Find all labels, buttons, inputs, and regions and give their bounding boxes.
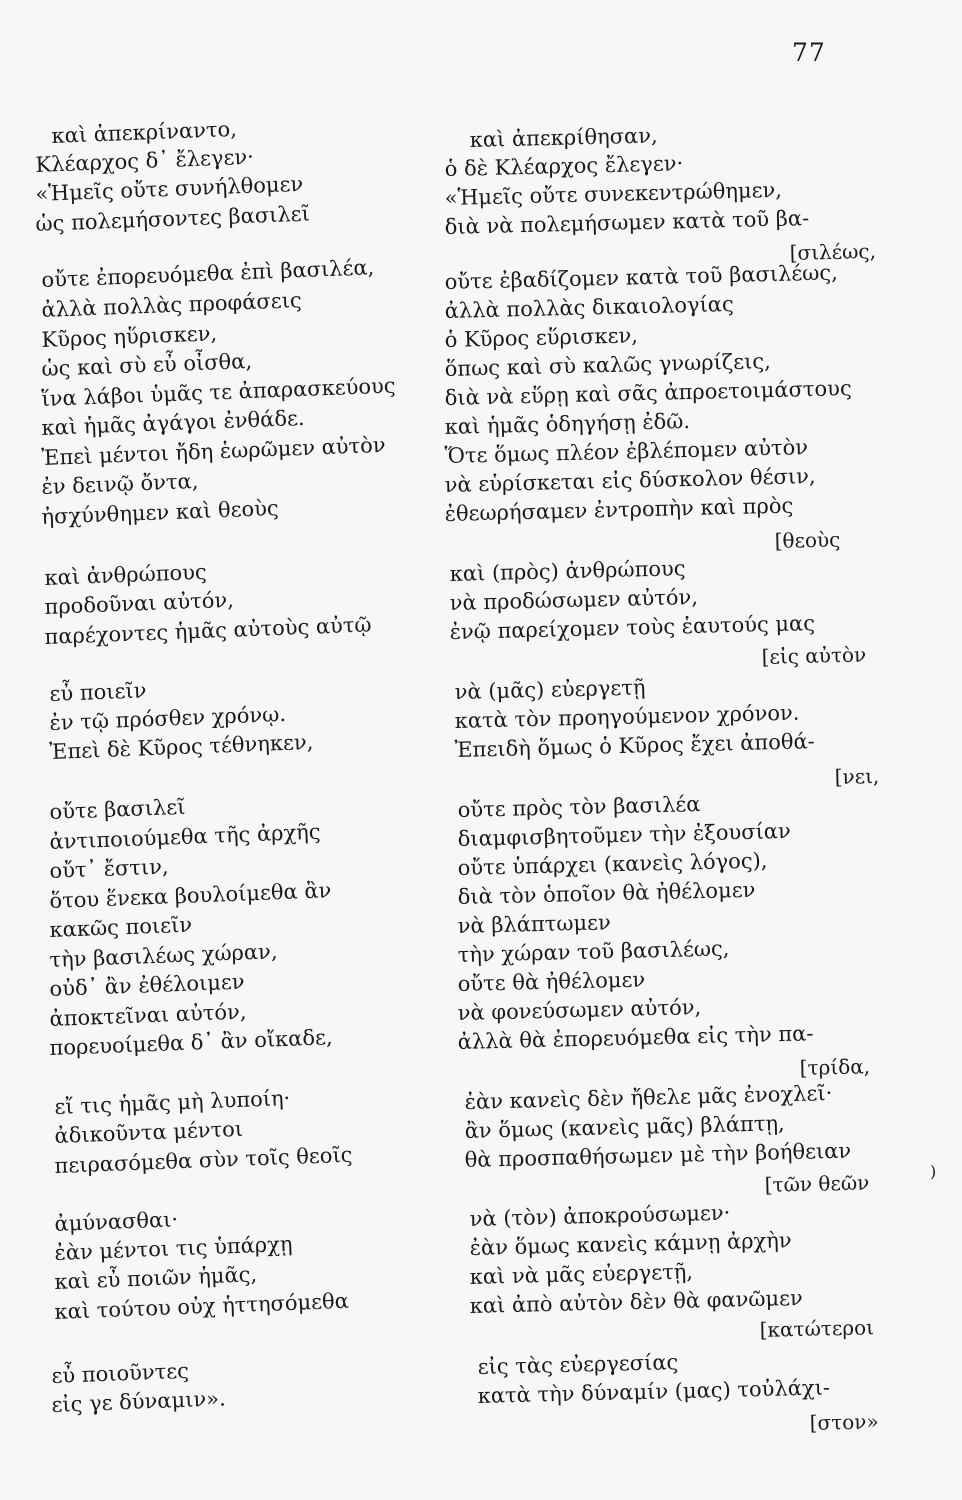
left-line: πορευοίμεθα δ᾽ ἂν οἴκαδε,	[49, 1025, 333, 1060]
left-line: ἠσχύνθημεν καὶ θεοὺς	[41, 495, 280, 529]
right-line-continuation: [τρίδα,	[799, 1054, 871, 1080]
left-line: προδοῦναι αὐτόν,	[44, 587, 235, 619]
left-line: οὔτε ἐπορευόμεθα ἐπὶ βασιλέα,	[41, 255, 375, 292]
right-line-continuation: [σιλέως,	[789, 238, 877, 265]
page-number: 77	[792, 38, 826, 67]
left-line: ὡς καὶ σὺ εὖ οἶσθα,	[41, 348, 253, 381]
right-line: ἐθεωρήσαμεν ἐντροπὴν καὶ πρὸς	[444, 493, 794, 526]
right-line: καὶ ἀπὸ αὐτὸν δὲν θὰ φανῶμεν	[469, 1285, 803, 1318]
right-line: νὰ (τὸν) ἀποκρούσωμεν·	[469, 1200, 731, 1231]
right-line: καὶ ἡμᾶς ὁδηγήσῃ ἐδῶ.	[444, 409, 691, 439]
left-line: «Ἡμεῖς οὔτε συνήλθομεν	[35, 171, 304, 206]
right-line-continuation: [κατώτεροι	[759, 1315, 875, 1342]
right-line: νὰ (μᾶς) εὐεργετῇ	[454, 675, 646, 704]
right-line: Ὅτε ὅμως πλέον ἐβλέπομεν αὐτὸν	[444, 435, 809, 468]
left-line: καὶ ἀνθρώπους	[44, 559, 208, 590]
right-line-continuation: [νει,	[834, 763, 880, 789]
left-line: καὶ ἀπεκρίναντο,	[51, 116, 238, 148]
right-line: Ἐπειδὴ ὅμως ὁ Κῦρος ἔχει ἀποθά-	[454, 729, 816, 762]
left-line: Ἐπεὶ μέντοι ἤδη ἑωρῶμεν αὐτὸν	[41, 432, 387, 470]
right-line: νὰ προδώσωμεν αὐτόν,	[449, 584, 699, 615]
left-line: Κλέαρχος δ᾽ ἔλεγεν·	[35, 144, 255, 177]
left-line: εὖ ποιοῦντες	[51, 1358, 190, 1388]
right-line: νὰ βλάπτωμεν	[457, 910, 612, 938]
right-line: ἀλλὰ θὰ ἐπορευόμεθα εἰς τὴν πα-	[457, 1021, 814, 1054]
right-line: κατὰ τὴν δύναμίν (μας) τοὐλάχι-	[477, 1375, 831, 1408]
left-line: παρέχοντες ἡμᾶς αὐτοὺς αὐτῷ	[44, 612, 372, 649]
right-line: ὁ Κῦρος εὕρισκεν,	[444, 323, 639, 352]
left-line: τὴν βασιλέως χώραν,	[49, 939, 278, 972]
right-line: οὔτε ἐβαδίζομεν κατὰ τοῦ βασιλέως,	[444, 260, 839, 294]
right-line: τὴν χώραν τοῦ βασιλέως,	[457, 936, 730, 967]
right-line: διὰ τὸν ὁποῖον θὰ ἠθέλομεν	[457, 877, 756, 909]
right-line: διὰ νὰ πολεμήσωμεν κατὰ τοῦ βα-	[444, 206, 810, 239]
left-line: ἀμύνασθαι·	[54, 1207, 179, 1236]
left-line: Κῦρος ηὕρισκεν,	[41, 321, 218, 352]
left-line: ἀλλὰ πολλὰς προφάσεις	[41, 288, 303, 322]
right-line: ὁ δὲ Κλέαρχος ἔλεγεν·	[444, 151, 684, 181]
right-line: καὶ νὰ μᾶς εὐεργετῇ,	[469, 1259, 694, 1289]
left-line: οὔτ᾽ ἔστιν,	[49, 854, 170, 883]
left-line: ἀποκτεῖναι αὐτόν,	[49, 999, 247, 1031]
left-line: εἰς γε δύναμιν».	[51, 1386, 227, 1417]
right-line: νὰ φονεύσωμεν αὐτόν,	[457, 995, 702, 1025]
left-line: οὐδ᾽ ἂν ἐθέλοιμεν	[49, 969, 245, 1001]
left-line: κακῶς ποιεῖν	[49, 912, 193, 942]
right-line: καὶ (πρὸς) ἀνθρώπους	[449, 556, 686, 586]
right-line: εἰς τὰς εὐεργεσίας	[477, 1350, 679, 1379]
right-line: ἐὰν κανεὶς δὲν ἤθελε μᾶς ἐνοχλεῖ·	[464, 1081, 833, 1114]
right-line: ὅπως καὶ σὺ καλῶς γνωρίζεις,	[444, 349, 772, 381]
left-line: ἀντιποιούμεθα τῆς ἀρχῆς	[49, 819, 321, 854]
right-line: ἀλλὰ πολλὰς δικαιολογίας	[444, 291, 734, 323]
left-line: καὶ τούτου οὐχ ἡττησόμεθα	[54, 1288, 350, 1324]
margin-mark: )	[930, 1162, 937, 1181]
right-line: διὰ νὰ εὕρῃ καὶ σᾶς ἀπροετοιμάστους	[444, 376, 852, 410]
right-line-continuation: [θεοὺς	[774, 527, 841, 553]
right-line-continuation: [εἰς αὐτὸν	[761, 642, 867, 669]
left-line: ἵνα λάβοι ὑμᾶς τε ἀπαρασκεύους	[41, 373, 396, 411]
left-line: ἐν τῷ πρόσθεν χρόνῳ.	[49, 701, 287, 735]
right-line: θὰ προσπαθήσωμεν μὲ τὴν βοήθειαν	[464, 1138, 852, 1172]
left-line: ἐὰν μέντοι τις ὑπάρχῃ	[54, 1231, 293, 1265]
right-line-continuation: [στον»	[809, 1409, 879, 1435]
left-line: καὶ ἡμᾶς ἀγάγοι ἐνθάδε.	[41, 405, 305, 440]
right-line: κατὰ τὸν προηγούμενον χρόνον.	[454, 700, 800, 733]
right-line: ἐὰν ὅμως κανεὶς κάμνῃ ἀρχὴν	[469, 1228, 792, 1260]
right-line: «Ἡμεῖς οὔτε συνεκεντρώθημεν,	[444, 177, 783, 210]
left-line: ὡς πολεμήσοντες βασιλεῖ	[35, 201, 311, 236]
right-line: οὔτε θὰ ἠθέλομεν	[457, 967, 646, 996]
left-line: οὔτε βασιλεῖ	[49, 794, 186, 824]
right-line: οὔτε πρὸς τὸν βασιλέα	[457, 792, 701, 822]
left-line: Ἐπεὶ δὲ Κῦρος τέθνηκεν,	[49, 729, 314, 764]
left-line: εὖ ποιεῖν	[49, 678, 147, 706]
left-line: ἀδικοῦντα μέντοι	[54, 1116, 244, 1148]
right-line: ἐνῷ παρείχομεν τοὺς ἑαυτούς μας	[449, 611, 816, 644]
left-line: ὅτου ἕνεκα βουλοίμεθα ἂν	[49, 878, 332, 913]
left-line: εἴ τις ἡμᾶς μὴ λυποίη·	[54, 1085, 291, 1119]
left-line: πειρασόμεθα σὺν τοῖς θεοῖς	[54, 1142, 353, 1178]
right-line-continuation: [τῶν θεῶν	[764, 1170, 870, 1197]
right-line: διαμφισβητοῦμεν τὴν ἐξουσίαν	[457, 818, 792, 851]
left-line: καὶ εὖ ποιῶν ἡμᾶς,	[54, 1262, 258, 1294]
right-line: οὔτε ὑπάρχει (κανεὶς λόγος),	[457, 848, 768, 880]
right-line: νὰ εὑρίσκεται εἰς δύσκολον θέσιν,	[444, 463, 816, 497]
left-line: ἐν δεινῷ ὄντα,	[41, 468, 199, 499]
right-line: καὶ ἀπεκρίθησαν,	[469, 123, 658, 152]
right-line: ἂν ὅμως (κανεὶς μᾶς) βλάπτῃ,	[464, 1111, 785, 1143]
